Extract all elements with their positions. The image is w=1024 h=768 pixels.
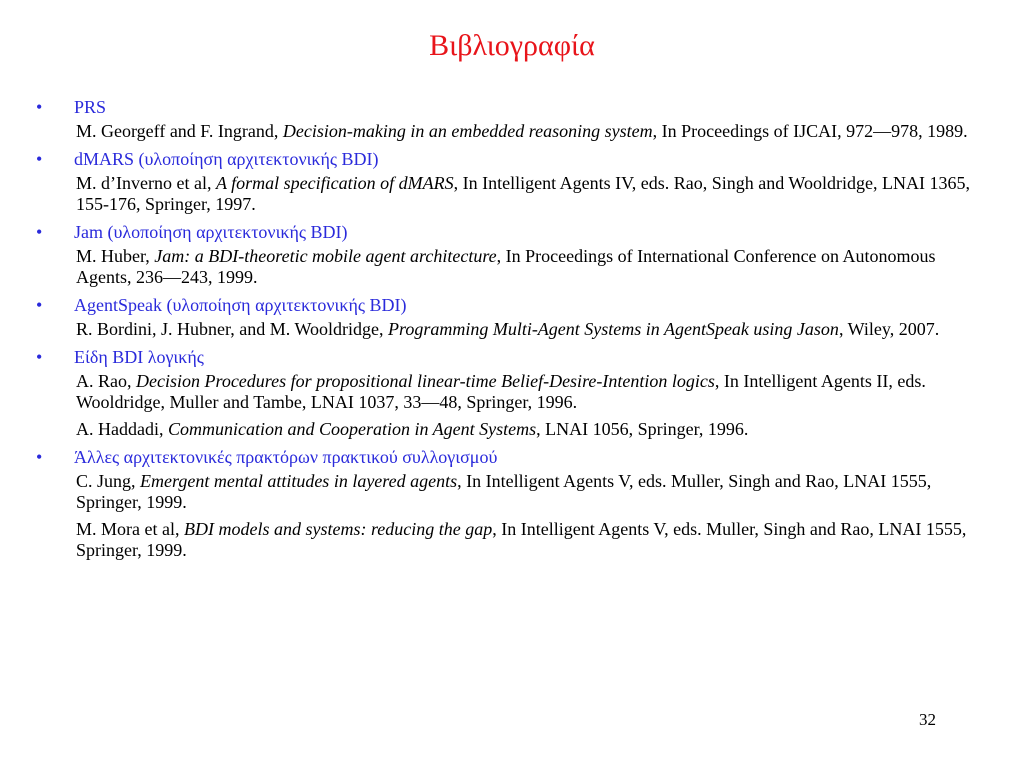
reference-entry [36,319,986,340]
bibliography-section [36,96,986,142]
reference-authors: M. Huber, [76,246,155,266]
bullet-icon: • [36,295,43,315]
bibliography-section [36,346,986,440]
bibliography-list [36,96,986,567]
reference-entry [36,471,986,513]
bullet-icon: • [36,347,43,367]
reference-details: , In Intelligent Agents II, eds. Wooldridge, Muller and Tambe, LNAI 1037, 33—48, Springer, 1996. [76,371,926,412]
reference-entry [36,419,986,440]
section-heading [36,148,986,170]
section-heading-text: Jam (υλοποίηση αρχιτεκτονικής BDI) [74,222,348,242]
bibliography-section [36,148,986,215]
reference-entry [36,173,986,215]
section-heading [36,96,986,118]
reference-authors: M. Georgeff and F. Ingrand, [76,121,283,141]
section-heading-text: AgentSpeak (υλοποίηση αρχιτεκτονικής BDI) [74,295,407,315]
bullet-icon: • [36,149,43,169]
bibliography-section [36,294,986,340]
page-number: 32 [919,710,936,729]
reference-title: Emergent mental attitudes in layered agents [140,471,458,491]
slide-title: Βιβλιογραφία [429,29,595,62]
reference-entry [36,121,986,142]
reference-details: , Wiley, 2007. [838,319,940,339]
reference-entry [36,371,986,413]
reference-title: A formal specification of dMARS [215,173,454,193]
reference-details: , In Proceedings of International Conference on Autonomous Agents, 236—243, 1999. [76,246,936,287]
reference-details: , In Intelligent Agents V, eds. Muller, Singh and Rao, LNAI 1555, Springer, 1999. [76,519,967,560]
section-heading-text: PRS [74,97,107,117]
reference-title: BDI models and systems: reducing the gap [183,519,493,539]
reference-title: Jam: a BDI-theoretic mobile agent architecture [154,246,497,266]
reference-details: , LNAI 1056, Springer, 1996. [536,419,749,439]
section-heading [36,346,986,368]
reference-authors: A. Haddadi, [76,419,168,439]
reference-title: Decision Procedures for propositional linear-time Belief-Desire-Intention logics [136,371,715,391]
section-heading [36,446,986,468]
reference-authors: M. Mora et al, [76,519,184,539]
bibliography-section [36,221,986,288]
reference-entry [36,519,986,561]
reference-authors: C. Jung, [76,471,141,491]
reference-entry [36,246,986,288]
bullet-icon: • [36,447,43,467]
reference-title: Communication and Cooperation in Agent Systems [167,419,537,439]
reference-authors: M. d’Inverno et al, [76,173,216,193]
section-heading-text: dMARS (υλοποίηση αρχιτεκτονικής BDI) [74,149,379,169]
section-heading-text: Είδη BDI λογικής [74,347,204,367]
reference-title: Decision-making in an embedded reasoning system [282,121,653,141]
reference-authors: A. Rao, [76,371,136,391]
reference-details: , In Intelligent Agents V, eds. Muller, Singh and Rao, LNAI 1555, Springer, 1999. [76,471,932,512]
reference-authors: R. Bordini, J. Hubner, and M. Wooldridge, [76,319,388,339]
section-heading-text: Άλλες αρχιτεκτονικές πρακτόρων πρακτικού συλλογισμού [74,447,498,467]
bibliography-section [36,446,986,561]
reference-title: Programming Multi-Agent Systems in AgentSpeak using Jason [387,319,839,339]
section-heading [36,221,986,243]
bullet-icon: • [36,222,43,242]
reference-details: , In Proceedings of IJCAI, 972—978, 1989. [652,121,968,141]
reference-details: , In Intelligent Agents IV, eds. Rao, Singh and Wooldridge, LNAI 1365, 155-176, Springer, 1997. [76,173,970,214]
bullet-icon: • [36,97,43,117]
section-heading [36,294,986,316]
